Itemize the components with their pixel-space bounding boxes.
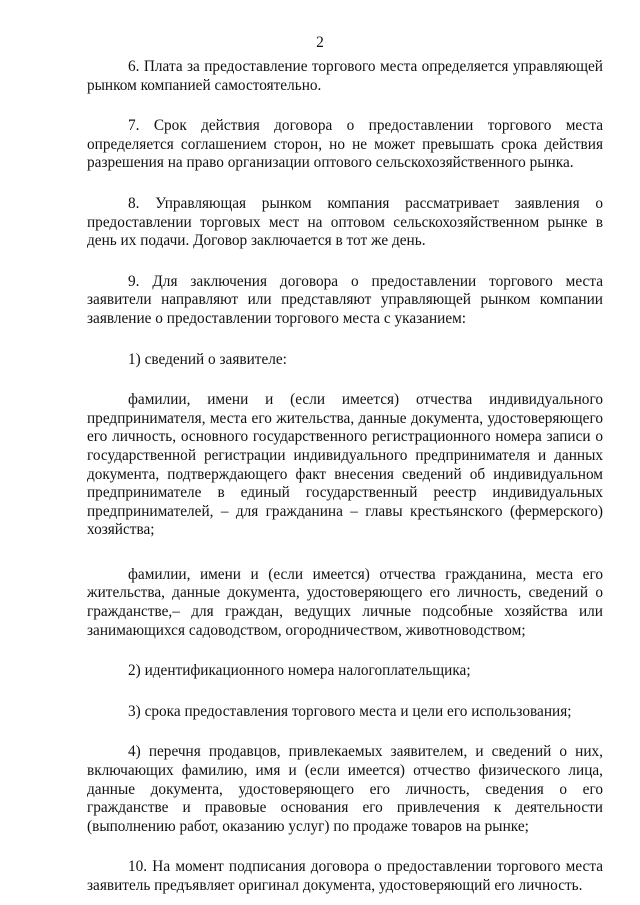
applicant-details-farmer: фамилии, имени и (если имеется) отчества индивидуального предпринимателя, места его жительства, данные документа, удостоверяющего его личность, основного государственного регистрационного номера записи о государственной регистрации индивидуального предпринимателя и данных документа, подтверждающего факт внесения сведений об индивидуальном предпринимателе в единый государственный реестр индивидуальных предпринимателей, – для гражданина – главы крестьянского (фермерского) хозяйства; (87, 391, 603, 539)
paragraph-9: 9. Для заключения договора о предоставлении торгового места заявители направляют или представляют управляющей рынком компании заявление о предоставлении торгового места с указанием: (87, 272, 603, 327)
paragraph-6: 6. Плата за предоставление торгового места определяется управляющей рынком компанией самостоятельно. (87, 58, 603, 94)
document-body (87, 58, 603, 896)
list-item-2: 2) идентификационного номера налогоплательщика; (128, 662, 471, 680)
list-item-3: 3) срока предоставления торгового места и цели его использования; (128, 702, 572, 720)
paragraph-8: 8. Управляющая рынком компания рассматривает заявления о предоставлении торговых мест на оптовом сельскохозяйственном рынке в день их подачи. Договор заключается в тот же день. (87, 194, 603, 250)
applicant-details-citizen: фамилии, имени и (если имеется) отчества гражданина, места его жительства, данные документа, удостоверяющего его личность, сведений о гражданстве,– для граждан, ведущих личные подсобные хозяйства или занимающихся садоводством, огородничеством, животноводством; (87, 565, 603, 639)
paragraph-7: 7. Срок действия договора о предоставлении торгового места определяется соглашением сторон, но не может превышать срока действия разрешения на право организации оптового сельскохозяйственного рынка. (87, 117, 603, 172)
list-item-4: 4) перечня продавцов, привлекаемых заявителем, и сведений о них, включающих фамилию, имя и (если имеется) отчество физического лица, данные документа, удостоверяющего его личность, сведения о его гражданстве и правовые основания его привлечения к деятельности (выполнению работ, оказанию услуг) по продаже товаров на рынке; (87, 743, 603, 835)
list-item-1: 1) сведений о заявителе: (128, 350, 287, 368)
paragraph-10: 10. На момент подписания договора о предоставлении торгового места заявитель предъявляет оригинал документа, удостоверяющий его личность. (87, 858, 603, 894)
page-number: 2 (316, 34, 324, 51)
